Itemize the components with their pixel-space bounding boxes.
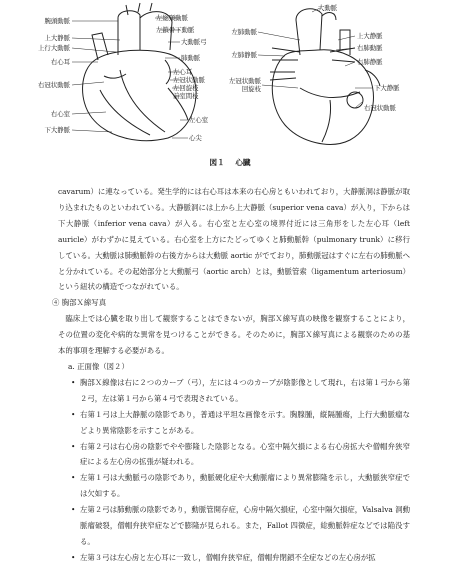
- label-aortic-arch: 大動脈弓: [181, 38, 207, 46]
- label-left-pulmonary-artery: 左肺動脈: [231, 28, 257, 36]
- figure-caption: [0, 157, 460, 168]
- label-right-auricle: 右心耳: [50, 58, 70, 66]
- section-heading: ④ 胸部Ｘ線写真: [52, 298, 107, 308]
- list-item: • 左第３弓は左心房と左心耳に一致し，僧帽弁狭窄症，僧帽弁閉鎖不全症などの左心房が拡: [58, 550, 410, 566]
- bullet-list: [58, 375, 410, 566]
- list-item: • 右第２弓は右心房の陰影でやや膨隆した陰影となる。心室中隔欠損による右心房拡大や僧帽弁狭窄症による左心房の拡張が疑われる。: [58, 439, 410, 471]
- label-pulmonary-artery: 肺動脈: [181, 54, 201, 62]
- label-right-pulmonary-artery: 右肺動脈: [357, 44, 383, 52]
- label-left-coronary-artery: 左冠状動脈: [173, 76, 205, 84]
- list-item: • 胸部Ｘ線像は右に２つのカーブ（弓），左には４つのカーブが陰影像として現れ，右は第１弓から第２弓，左は第１弓から第４弓で表現されている。: [58, 375, 410, 407]
- label-left-common-carotid: 左総頸動脈: [156, 14, 188, 22]
- label-left-subclavian: 左鎖骨下動脈: [156, 26, 195, 34]
- label-inferior-vena-cava: 下大静脈: [44, 126, 70, 134]
- label-apex: 心尖: [189, 134, 202, 142]
- label-brachiocephalic-artery: 腕頭動脈: [44, 17, 70, 25]
- label-circumflex-branch: 回旋枝: [241, 85, 261, 93]
- paragraph-2: 臨床上では心臓を取り出して観察することはできないが，胸部Ｘ線写真の映像を観察することにより，その位置の変化や病的な異常を見つけることができる。そのために，胸部Ｘ線写真による観察のための基本的事項を理解する必要がある。: [58, 314, 410, 356]
- label-aorta: 大動脈: [318, 4, 338, 12]
- label-right-coronary-artery: 右冠状動脈: [38, 81, 70, 89]
- heart-figure: [0, 0, 460, 175]
- body-text: [52, 184, 410, 566]
- label-inferior-vena-cava-posterior: 下大静脈: [374, 84, 400, 92]
- figure-number: 図１: [209, 158, 225, 167]
- label-left-coronary-artery-posterior: 左冠状動脈: [229, 77, 261, 85]
- label-left-pulmonary-vein: 左肺静脈: [231, 51, 257, 59]
- list-item: • 左第２弓は肺動脈の陰影であり，動脈管開存症，心房中隔欠損症，心室中隔欠損症，Valsalva 洞動脈瘤破裂，僧帽弁狭窄症などで膨隆が見られる。また，Fallot 四徴症，総動脈幹症などでは陥没する。: [58, 502, 410, 550]
- label-ascending-aorta: 上行大動脈: [38, 44, 70, 52]
- label-right-pulmonary-vein: 右肺静脈: [357, 58, 383, 66]
- label-superior-vena-cava: 上大静脈: [44, 34, 70, 42]
- paragraph-1: cavarum）に連なっている。発生学的には右心耳は本来の右心房ともいわれており，大静脈洞は静脈が取り込まれたものといわれている。大静脈洞には上から上大静脈（superior vena cava）が入り，下からは下大静脈（inferior vena cava）が入る。右心室と左心室の境界付近には三角形をした左心耳（left auricle）がわずかに見えている。右心室を上方にたどってゆくと肺動脈幹（pulmonary trunk）に移行している。大動脈は肺動脈幹の右後方からは大動脈 aortic がでており，肺動脈冠はすぐに左右の肺動脈へと分かれている。その起始部分と大動脈弓（aortic arch）とは，動脈管索（ligamentum arteriosum）という紐状の構造でつながれている。: [58, 187, 410, 292]
- subsection-heading: a. 正面像（図２）: [68, 361, 129, 371]
- list-item: • 左第１弓は大動脈弓の陰影であり，動脈硬化症や大動脈瘤により異常膨隆を示し，大動脈狭窄症では欠如する。: [58, 470, 410, 502]
- label-left-circumflex: 左回旋枝: [173, 84, 199, 92]
- label-right-ventricle: 右心室: [50, 110, 70, 118]
- figure-title: 心臓: [235, 158, 251, 167]
- label-right-coronary-artery-posterior: 右冠状動脈: [364, 104, 396, 112]
- label-left-auricle: 左心耳: [173, 68, 193, 76]
- label-superior-vena-cava-posterior: 上大静脈: [357, 32, 383, 40]
- list-item: • 右第１弓は上大静脈の陰影であり，普通は平坦な画像を示す。胸腺腫，縦隔腫瘍，上行大動脈瘤などより異常陰影を示すことがある。: [58, 407, 410, 439]
- label-anterior-interventricular: 前室間枝: [173, 92, 199, 100]
- label-left-ventricle: 左心室: [189, 116, 209, 124]
